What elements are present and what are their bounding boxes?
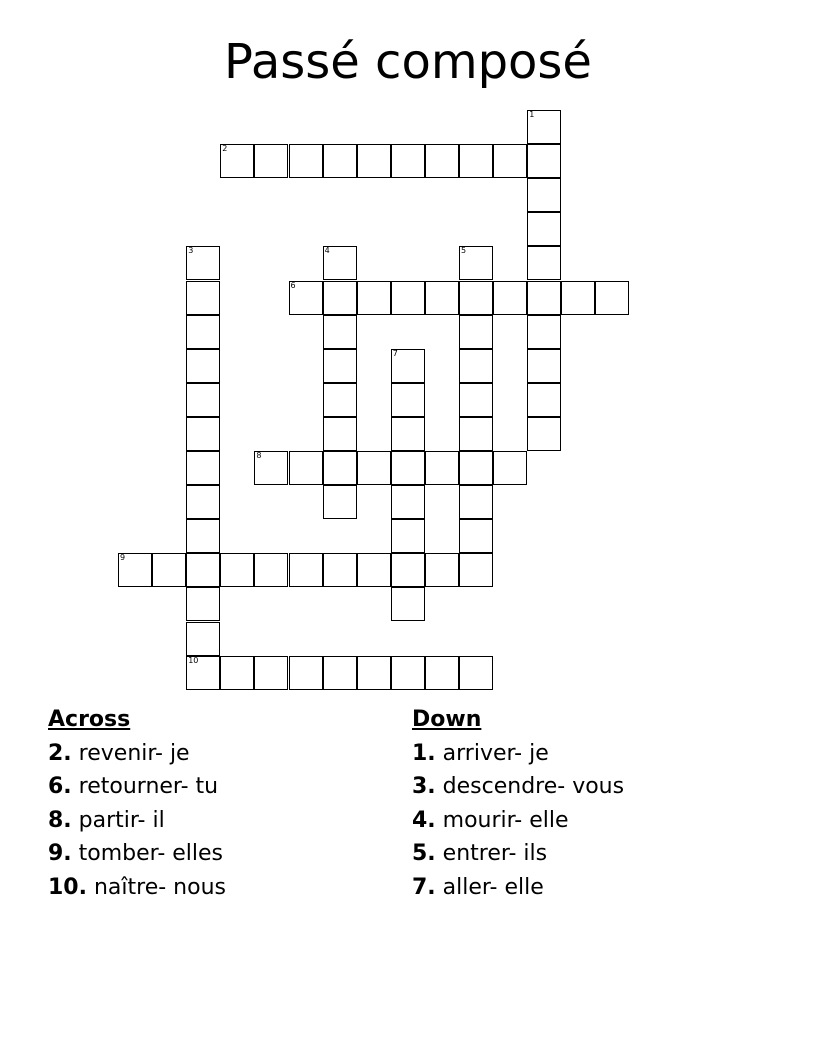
- down-clue: [412, 871, 624, 905]
- clue-text: aller- elle: [435, 874, 544, 900]
- grid-cell[interactable]: [357, 656, 391, 690]
- grid-cell[interactable]: [459, 281, 493, 315]
- down-clue: [412, 770, 624, 804]
- cell-number: 2: [222, 144, 228, 154]
- grid-cell[interactable]: [391, 587, 425, 621]
- puzzle-title: Passé composé: [224, 34, 592, 90]
- cell-number: 10: [188, 655, 199, 665]
- cell-number: 3: [188, 246, 194, 256]
- grid-cell[interactable]: [186, 315, 220, 349]
- clue-number: 3.: [412, 774, 436, 800]
- clue-number: 5.: [412, 841, 436, 867]
- grid-cell[interactable]: [186, 349, 220, 383]
- cell-number: 7: [392, 348, 398, 358]
- grid-cell[interactable]: [323, 383, 357, 417]
- grid-cell[interactable]: [459, 656, 493, 690]
- grid-cell[interactable]: [493, 281, 527, 315]
- clue-number: 2.: [48, 740, 72, 766]
- grid-cell[interactable]: [254, 656, 288, 690]
- clue-number: 4.: [412, 807, 436, 833]
- grid-cell[interactable]: [459, 349, 493, 383]
- grid-cell[interactable]: [323, 485, 357, 519]
- clue-text: retourner- tu: [71, 774, 219, 800]
- grid-cell-9[interactable]: [118, 553, 152, 587]
- grid-cell[interactable]: [186, 622, 220, 656]
- across-clue: [48, 804, 226, 838]
- grid-cell[interactable]: [459, 144, 493, 178]
- grid-cell[interactable]: [459, 519, 493, 553]
- clue-number: 7.: [412, 874, 436, 900]
- grid-cell[interactable]: [425, 553, 459, 587]
- grid-cell[interactable]: [527, 281, 561, 315]
- grid-cell[interactable]: [561, 281, 595, 315]
- grid-cell-4[interactable]: [323, 246, 357, 280]
- grid-cell[interactable]: [391, 417, 425, 451]
- grid-cell[interactable]: [289, 553, 323, 587]
- grid-cell[interactable]: [357, 451, 391, 485]
- grid-cell[interactable]: [527, 383, 561, 417]
- grid-cell[interactable]: [254, 553, 288, 587]
- grid-cell[interactable]: [289, 144, 323, 178]
- grid-cell[interactable]: [323, 417, 357, 451]
- clue-number: 9.: [48, 841, 72, 867]
- grid-cell[interactable]: [425, 281, 459, 315]
- grid-cell[interactable]: [357, 281, 391, 315]
- grid-cell[interactable]: [254, 144, 288, 178]
- grid-cell[interactable]: [459, 485, 493, 519]
- grid-cell[interactable]: [289, 451, 323, 485]
- grid-cell-8[interactable]: [254, 451, 288, 485]
- grid-cell[interactable]: [527, 212, 561, 246]
- cell-number: 5: [461, 246, 467, 256]
- clue-text: partir- il: [71, 807, 165, 833]
- cell-number: 8: [256, 451, 262, 460]
- grid-cell[interactable]: [459, 315, 493, 349]
- grid-cell[interactable]: [459, 417, 493, 451]
- clue-text: tomber- elles: [71, 841, 224, 867]
- grid-cell[interactable]: [527, 178, 561, 212]
- down-heading: Down: [412, 707, 482, 732]
- grid-cell[interactable]: [186, 553, 220, 587]
- down-clue: [412, 837, 624, 871]
- grid-cell[interactable]: [186, 587, 220, 621]
- grid-cell-6[interactable]: [289, 281, 323, 315]
- grid-cell[interactable]: [323, 315, 357, 349]
- grid-cell[interactable]: [527, 349, 561, 383]
- clue-number: 6.: [48, 774, 72, 800]
- grid-cell[interactable]: [391, 383, 425, 417]
- across-clue: [48, 770, 226, 804]
- grid-cell-10[interactable]: [186, 656, 220, 690]
- grid-cell[interactable]: [493, 451, 527, 485]
- grid-cell[interactable]: [323, 656, 357, 690]
- grid-cell[interactable]: [391, 519, 425, 553]
- grid-cell[interactable]: [289, 656, 323, 690]
- grid-cell[interactable]: [459, 451, 493, 485]
- across-clue: [48, 737, 226, 771]
- cell-number: 9: [120, 553, 126, 563]
- across-clue: [48, 837, 226, 871]
- grid-cell[interactable]: [323, 144, 357, 178]
- grid-cell[interactable]: [391, 451, 425, 485]
- grid-cell[interactable]: [323, 349, 357, 383]
- grid-cell[interactable]: [186, 519, 220, 553]
- grid-cell[interactable]: [186, 417, 220, 451]
- grid-cell[interactable]: [391, 281, 425, 315]
- clue-number: 1.: [412, 740, 436, 766]
- grid-cell[interactable]: [459, 383, 493, 417]
- grid-cell-5[interactable]: [459, 246, 493, 280]
- grid-cell-3[interactable]: [186, 246, 220, 280]
- grid-cell[interactable]: [323, 451, 357, 485]
- clue-text: mourir- elle: [435, 807, 569, 833]
- clue-text: arriver- je: [435, 740, 549, 766]
- down-clues: [412, 703, 624, 905]
- grid-cell[interactable]: [425, 451, 459, 485]
- grid-cell-7[interactable]: [391, 349, 425, 383]
- grid-cell[interactable]: [220, 656, 254, 690]
- clue-number: 10.: [48, 874, 87, 900]
- grid-cell[interactable]: [357, 144, 391, 178]
- grid-cell[interactable]: [391, 485, 425, 519]
- grid-cell[interactable]: [186, 281, 220, 315]
- clue-text: revenir- je: [71, 740, 190, 766]
- across-clue: [48, 871, 226, 905]
- grid-cell[interactable]: [186, 383, 220, 417]
- clue-text: descendre- vous: [435, 774, 625, 800]
- clue-text: naître- nous: [86, 874, 226, 900]
- grid-cell[interactable]: [186, 485, 220, 519]
- down-clue: [412, 804, 624, 838]
- clue-text: entrer- ils: [435, 841, 548, 867]
- grid-cell[interactable]: [391, 144, 425, 178]
- grid-cell[interactable]: [391, 553, 425, 587]
- grid-cell[interactable]: [220, 553, 254, 587]
- cell-number: 4: [324, 246, 330, 256]
- grid-cell[interactable]: [186, 451, 220, 485]
- grid-cell[interactable]: [527, 315, 561, 349]
- clue-number: 8.: [48, 807, 72, 833]
- grid-cell[interactable]: [391, 656, 425, 690]
- grid-cell[interactable]: [425, 656, 459, 690]
- grid-cell[interactable]: [527, 144, 561, 178]
- grid-cell[interactable]: [493, 144, 527, 178]
- grid-cell[interactable]: [527, 246, 561, 280]
- grid-cell-2[interactable]: [220, 144, 254, 178]
- across-clues: [48, 703, 226, 905]
- grid-cell[interactable]: [323, 281, 357, 315]
- grid-cell[interactable]: [425, 144, 459, 178]
- grid-cell-1[interactable]: [527, 110, 561, 144]
- grid-cell[interactable]: [323, 553, 357, 587]
- grid-cell[interactable]: [459, 553, 493, 587]
- cell-number: 1: [529, 110, 535, 119]
- grid-cell[interactable]: [152, 553, 186, 587]
- grid-cell[interactable]: [357, 553, 391, 587]
- down-clue: [412, 737, 624, 771]
- across-heading: Across: [48, 707, 131, 732]
- cell-number: 6: [290, 280, 296, 290]
- grid-cell[interactable]: [595, 281, 629, 315]
- grid-cell[interactable]: [527, 417, 561, 451]
